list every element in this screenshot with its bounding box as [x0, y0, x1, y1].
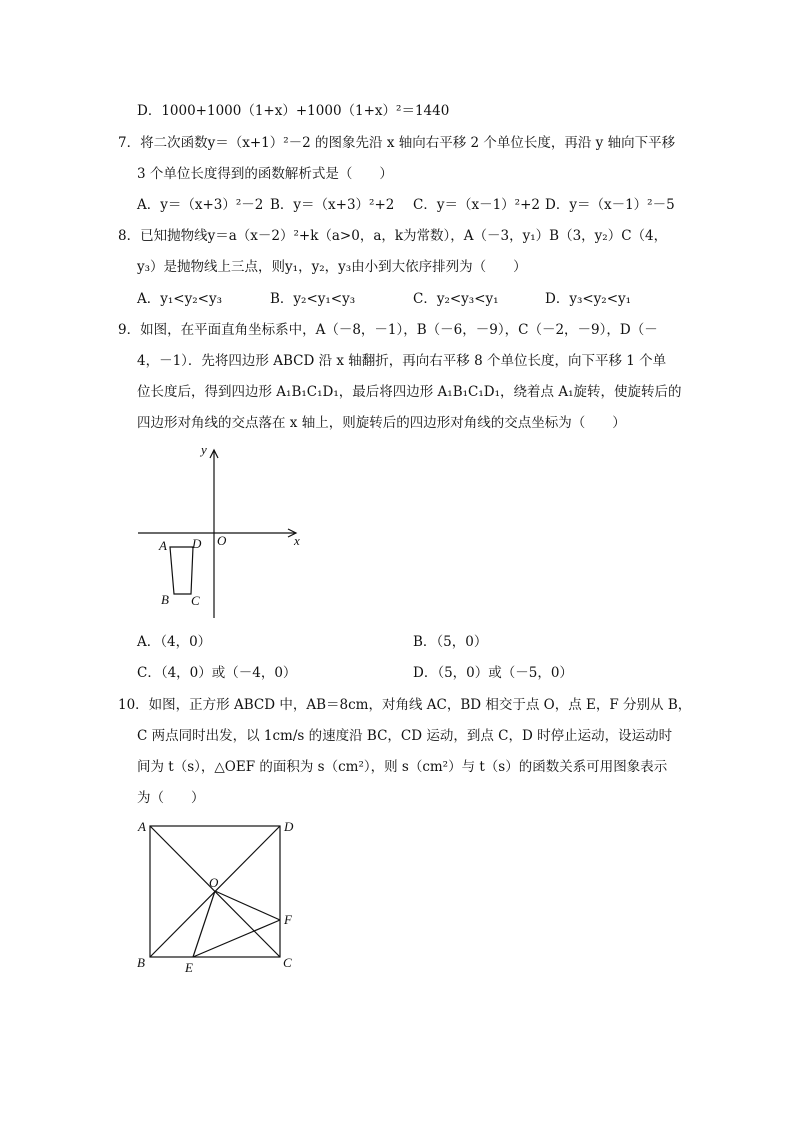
q10-stem-line: C 两点同时出发，以 1cm/s 的速度沿 BC，CD 运动，到点 C，D 时停止运动，设运动时 [137, 728, 673, 744]
q7-option-c: C．y＝（x－1）²+2 [413, 197, 540, 213]
q9-stem-line: 9．如图，在平面直角坐标系中，A（－8，－1），B（－6，－9），C（－2，－9），D（－ [118, 322, 658, 338]
q8-option-c: C．y₂<y₃<y₁ [413, 291, 499, 307]
q10-stem-line: 10．如图，正方形 ABCD 中，AB＝8cm，对角线 AC，BD 相交于点 O，点 E，F 分别从 B， [118, 697, 692, 713]
point-a-label: A [159, 538, 167, 553]
q9-option-a: A．（4，0） [137, 634, 212, 650]
q7-option-a: A．y＝（x+3）²－2 [137, 197, 264, 213]
q7-stem-line: 3 个单位长度得到的函数解析式是（ ） [137, 166, 393, 182]
q10-stem-line: 间为 t（s），△OEF 的面积为 s（cm²），则 s（cm²）与 t（s）的函数关系可用图象表示 [137, 759, 668, 775]
sq-point-c-label: C [283, 955, 292, 970]
q9-stem-line: 四边形对角线的交点落在 x 轴上，则旋转后的四边形对角线的交点坐标为（ ） [137, 415, 626, 431]
sq-point-e-label: E [185, 960, 193, 975]
segment-ef [193, 920, 280, 957]
x-axis-label: x [294, 533, 300, 548]
q8-option-d: D．y₃<y₂<y₁ [545, 291, 632, 307]
q8-stem-line: 8．已知抛物线y＝a（x－2）²+k（a>0，a，k为常数），A（－3，y₁）B（3，y₂）C（4， [118, 228, 668, 244]
q8-option-b: B．y₂<y₁<y₃ [270, 291, 356, 307]
sq-point-o-label: O [209, 875, 219, 890]
point-c-label: C [191, 593, 200, 608]
origin-label: O [217, 533, 227, 548]
q10-square-figure [150, 826, 280, 957]
q10-stem-line: 为（ ） [137, 790, 205, 806]
sq-point-b-label: B [137, 955, 145, 970]
q8-stem-line: y₃）是抛物线上三点，则y₁，y₂，y₃由小到大依序排列为（ ） [137, 259, 527, 275]
q9-option-d: D．（5，0）或（－5，0） [413, 665, 573, 681]
point-b-label: B [161, 592, 169, 607]
q9-stem-line: 位长度后，得到四边形 A₁B₁C₁D₁，最后将四边形 A₁B₁C₁D₁，绕着点 A₁旋转，使旋转后的 [137, 384, 682, 400]
sq-point-a-label: A [138, 819, 146, 834]
segment-oe [193, 891, 215, 957]
q9-option-b: B．（5，0） [413, 634, 488, 650]
sq-point-d-label: D [284, 819, 294, 834]
q9-stem-line: 4，－1）．先将四边形 ABCD 沿 x 轴翻折，再向右平移 8 个单位长度，向下平移 1 个单 [137, 353, 667, 369]
q8-option-a: A．y₁<y₂<y₃ [137, 291, 222, 307]
y-axis-label: y [201, 442, 207, 457]
q7-option-b: B．y＝（x+3）²+2 [270, 197, 395, 213]
q9-option-c: C．（4，0）或（－4，0） [137, 665, 297, 681]
segment-of [215, 891, 280, 920]
q6-option-d: D．1000+1000（1+x）+1000（1+x）²＝1440 [137, 103, 450, 119]
point-d-label: D [192, 536, 202, 551]
sq-point-f-label: F [284, 912, 292, 927]
q7-stem-line: 7．将二次函数y＝（x+1）²－2 的图象先沿 x 轴向右平移 2 个单位长度，再沿 y 轴向下平移 [118, 135, 676, 151]
quadrilateral-abcd [170, 547, 193, 594]
q7-option-d: D．y＝（x－1）²－5 [545, 197, 675, 213]
